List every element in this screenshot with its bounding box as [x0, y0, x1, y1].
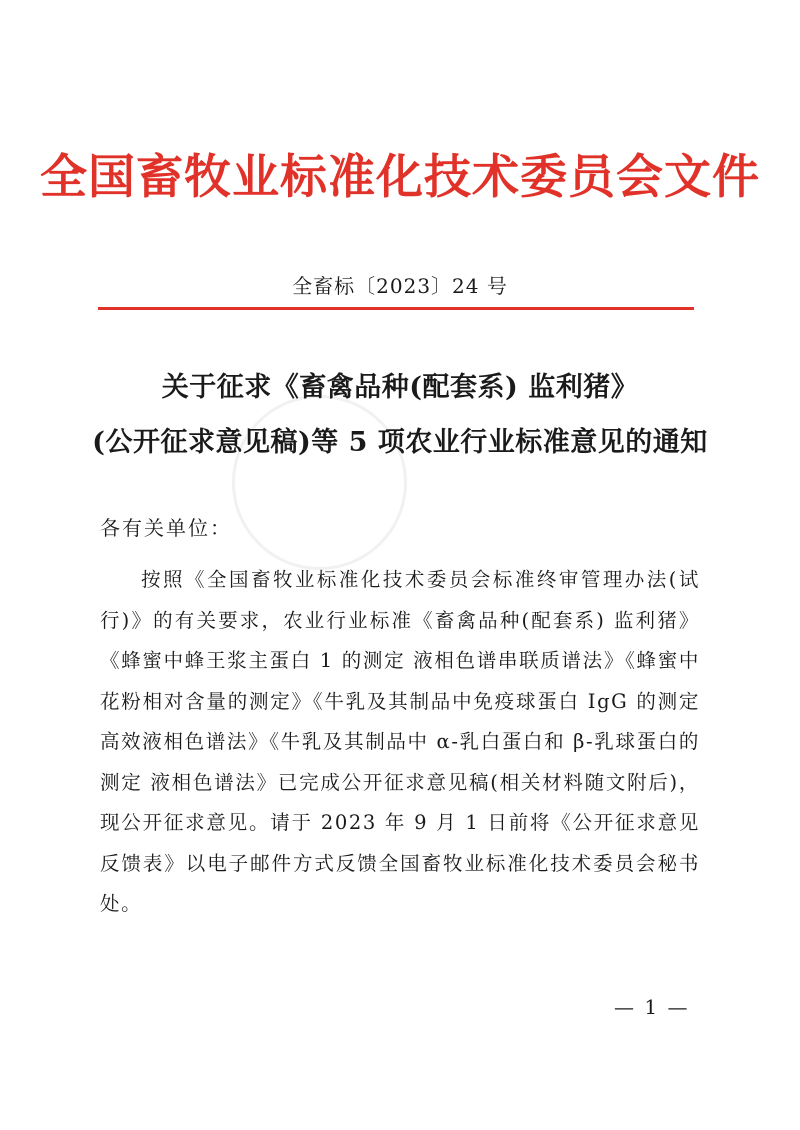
notice-title-line-2: (公开征求意见稿)等 5 项农业行业标准意见的通知: [92, 427, 708, 458]
header-title: 全国畜牧业标准化技术委员会文件: [40, 150, 760, 205]
body-paragraph: 按照《全国畜牧业标准化技术委员会标准终审管理办法(试行)》的有关要求，农业行业标准《畜禽品种(配套系) 监利猪》《蜂蜜中蜂王浆主蛋白 1 的测定 液相色谱串联质谱法》《蜂蜜中花粉相对含量的测定》《牛乳及其制品中免疫球蛋白 IgG 的测定 高效液相色谱法》《牛乳及其制品中 α-乳白蛋白和 β-乳球蛋白的测定 液相色谱法》已完成公开征求意见稿(相关材料随文附后)，现公开征求意见。请于 2023 年 9 月 1 日前将《公开征求意见反馈表》以电子邮件方式反馈全国畜牧业标准化技术委员会秘书处。: [100, 568, 700, 915]
document-number: 全畜标〔2023〕24 号: [292, 274, 508, 298]
salutation: 各有关单位：: [100, 516, 232, 540]
red-divider-line: [98, 307, 694, 310]
notice-title-line-1: 关于征求《畜禽品种(配套系) 监利猪》: [161, 372, 639, 403]
page-number: — 1 —: [614, 995, 690, 1019]
